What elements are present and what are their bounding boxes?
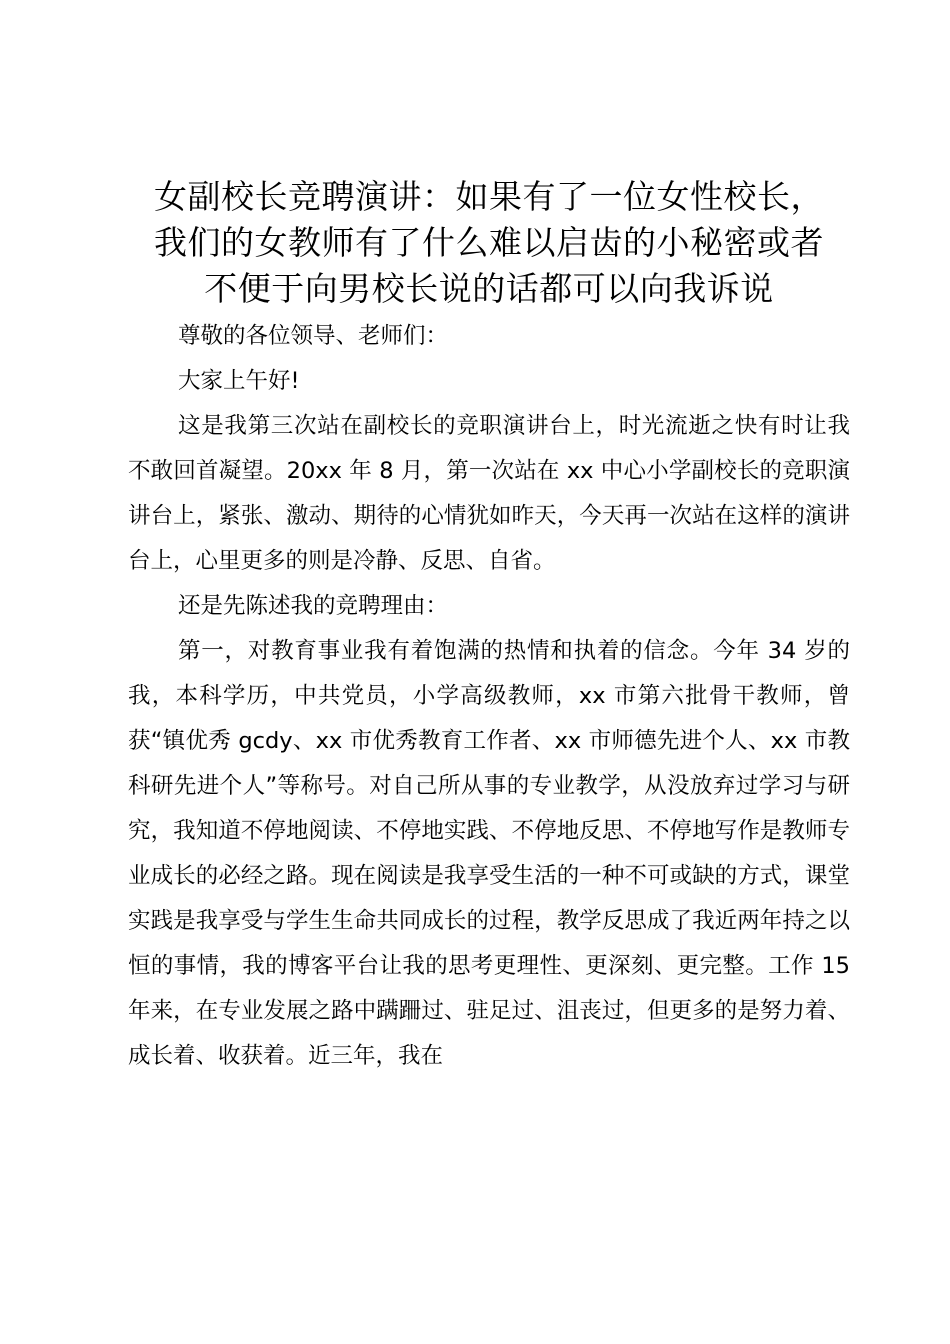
title-line-1: 女副校长竞聘演讲：如果有了一位女性校长，: [154, 177, 824, 216]
paragraph-1: 这是我第三次站在副校长的竞职演讲台上，时光流逝之快有时让我不敢回首凝望。20xx 年 8 月，第一次站在 xx 中心小学副校长的竞职演讲台上，紧张、激动、期待的心情犹如昨天，今天再一次站在这样的演讲台上，心里更多的则是冷静、反思、自省。: [128, 413, 850, 574]
document-title: [128, 174, 850, 312]
document-page: [128, 174, 850, 1079]
greeting: 大家上午好!: [178, 368, 300, 394]
paragraph-2: 还是先陈述我的竞聘理由：: [178, 593, 449, 619]
salutation: 尊敬的各位领导、老师们：: [178, 323, 449, 349]
title-line-3: 不便于向男校长说的话都可以向我诉说: [204, 269, 774, 308]
paragraph-3: 第一，对教育事业我有着饱满的热情和执着的信念。今年 34 岁的我，本科学历，中共党员，小学高级教师，xx 市第六批骨干教师，曾获“镇优秀 gcdy、xx 市优秀教育工作者、xx 市师德先进个人、xx 市教科研先进个人”等称号。对自己所从事的专业教学，从没放弃过学习与研究，我知道不停地阅读、不停地实践、不停地反思、不停地写作是教师专业成长的必经之路。现在阅读是我享受生活的一种不可或缺的方式，课堂实践是我享受与学生生命共同成长的过程，教学反思成了我近两年持之以恒的事情，我的博客平台让我的思考更理性、更深刻、更完整。工作 15 年来，在专业发展之路中蹒跚过、驻足过、沮丧过，但更多的是努力着、成长着、收获着。近三年，我在: [128, 638, 850, 1069]
title-line-2: 我们的女教师有了什么难以启齿的小秘密或者: [154, 223, 824, 262]
